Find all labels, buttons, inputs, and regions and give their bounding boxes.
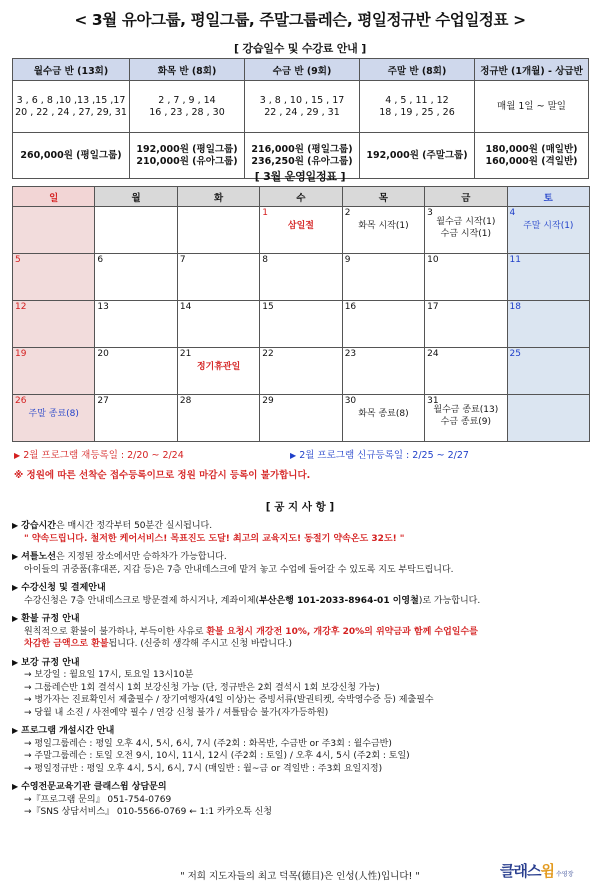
day-number: 2	[344, 208, 351, 218]
calendar-day	[13, 395, 95, 442]
weekday-header: 금	[425, 187, 507, 207]
weekday-header: 일	[13, 187, 95, 207]
calendar-week	[13, 348, 590, 395]
fee-price-line: 216,000원 (평일그룹)	[251, 143, 353, 155]
day-number: 19	[15, 349, 27, 359]
re-registration-period: ▶ 2월 프로그램 재등록일 : 2/20 ~ 2/24	[14, 450, 184, 461]
fee-price-line: 236,250원 (유아그룹)	[251, 155, 353, 167]
day-number: 15	[262, 302, 274, 312]
notice-payment: ▶ 수강신청 및 결제안내 수강신청은 7층 안내데스크로 방문결제 하시거나, 계좌이체(부산은행 101-2033-8964-01 이영철)로 가능합니다.	[12, 583, 481, 606]
fee-date-line: 20 , 22 , 24 , 27, 29, 31	[15, 106, 127, 118]
fee-header-4: 정규반 (1개월) - 상급반	[475, 59, 589, 81]
fee-price-line: 192,000원 (주말그룹)	[366, 149, 468, 161]
fee-date-line: 매월 1일 ~ 말일	[497, 100, 566, 112]
calendar-week	[13, 395, 590, 442]
calendar-week	[13, 301, 590, 348]
day-number: 27	[97, 396, 109, 406]
fee-price-line: 260,000원 (평일그룹)	[20, 149, 122, 161]
calendar-day	[13, 348, 95, 395]
fee-date-line: 3 , 6 , 8 ,10 ,13 ,15 ,17	[16, 94, 126, 106]
fee-price-line: 192,000원 (평일그룹)	[136, 143, 238, 155]
triangle-right-icon: ▶	[12, 521, 19, 530]
calendar-week	[13, 254, 590, 301]
calendar-day	[177, 301, 259, 348]
triangle-right-icon: ▶	[12, 782, 19, 791]
day-number: 22	[262, 349, 274, 359]
calendar-day	[507, 301, 589, 348]
day-number: 21	[179, 349, 192, 359]
fee-dates-cell	[360, 81, 475, 133]
day-event: 수금 시작(1)	[440, 229, 492, 239]
fee-header-0: 월수금 반 (13회)	[13, 59, 130, 81]
fee-price-line: 180,000원 (매일반)	[485, 143, 578, 155]
calendar-day	[425, 348, 507, 395]
calendar-day	[425, 254, 507, 301]
calendar-day	[507, 254, 589, 301]
weekday-header: 토	[507, 187, 589, 207]
weekday-header: 목	[342, 187, 424, 207]
weekday-header: 수	[260, 187, 342, 207]
calendar-day	[95, 301, 177, 348]
day-number: 11	[509, 255, 521, 265]
fee-header-3: 주말 반 (8회)	[360, 59, 475, 81]
notice-lesson-time: ▶ 강습시간은 매시간 정각부터 50분간 실시됩니다. " 약속드립니다. 철저한 케어서비스! 목표진도 도달! 최고의 교육지도! 동절기 약속온도 32도! "	[12, 521, 405, 544]
notice-makeup: ▶ 보강 규정 안내 → 보강일 : 월요일 17시, 토요일 13시10분 → 그룹레슨반 1회 결석시 1회 보강신청 가능 (단, 정규반은 2회 결석시 1회 보강신청 가능) → 병가자는 진료확인서 제출필수 / 장기여행자(4일 이상)는 증빙서류(발권티켓, 숙박영수증 등) 제출필수 → 당월 내 소진 / 사전예약 필수 / 연강 신청 불가 / 셔틀탑승 불가(자가등하원)	[12, 657, 434, 718]
bank-account: 부산은행 101-2033-8964-01 이영철	[259, 595, 419, 606]
day-event: 주말 시작(1)	[523, 221, 574, 231]
triangle-right-icon: ▶	[12, 583, 19, 592]
calendar-day	[342, 254, 424, 301]
notice-contact: ▶ 수영전문교육기관 클래스윔 상담문의 →『프로그램 문의』 051-754-0769 →『SNS 상담서비스』 010-5566-0769 ← 1:1 카카오톡 신청	[12, 782, 273, 817]
day-number: 6	[97, 255, 104, 265]
day-event: 수금 종료(9)	[440, 417, 492, 427]
calendar-day	[260, 254, 342, 301]
page-title: < 3월 유아그룹, 평일그룹, 주말그룹레슨, 평일정규반 수업일정표 >	[74, 11, 526, 29]
day-number: 25	[509, 349, 521, 359]
calendar-day	[425, 207, 507, 254]
fee-table	[12, 58, 589, 179]
fee-date-line: 22 , 24 , 29 , 31	[264, 106, 340, 118]
day-number: 5	[15, 255, 21, 265]
weekday-header: 화	[177, 187, 259, 207]
triangle-right-icon: ▶	[14, 451, 21, 460]
day-event: 화목 종료(8)	[358, 409, 409, 419]
day-number: 9	[344, 255, 351, 265]
calendar-day	[13, 301, 95, 348]
day-number: 7	[179, 255, 186, 265]
calendar-day	[425, 395, 507, 442]
day-number: 14	[179, 302, 192, 312]
day-event: 월수금 시작(1)	[436, 217, 496, 227]
day-event: 주말 종료(8)	[28, 409, 79, 419]
fee-dates-cell	[13, 81, 130, 133]
calendar-day	[177, 395, 259, 442]
classwim-logo: 클래스윔 수영장	[500, 862, 574, 880]
fee-header-1: 화목 반 (8회)	[130, 59, 245, 81]
fee-date-line: 16 , 23 , 28 , 30	[149, 106, 225, 118]
calendar-day	[95, 207, 177, 254]
calendar-day	[177, 254, 259, 301]
fee-dates-cell	[130, 81, 245, 133]
footer-slogan: " 저희 지도자들의 최고 덕목(德目)은 인성(人性)입니다! "	[180, 871, 420, 882]
day-number: 20	[97, 349, 109, 359]
day-event: 삼일절	[287, 221, 315, 231]
day-number: 31	[427, 396, 439, 406]
triangle-right-icon: ▶	[12, 614, 19, 623]
calendar-day	[13, 207, 95, 254]
fee-dates-cell	[245, 81, 360, 133]
day-number: 23	[344, 349, 357, 359]
fee-header-2: 수금 반 (9회)	[245, 59, 360, 81]
day-event: 월수금 종료(13)	[433, 405, 499, 415]
calendar-day	[342, 207, 424, 254]
calendar-day	[260, 348, 342, 395]
day-number: 13	[97, 302, 109, 312]
day-number: 16	[344, 302, 357, 312]
day-number: 24	[427, 349, 439, 359]
fee-date-line: 18 , 19 , 25 , 26	[379, 106, 455, 118]
day-number: 18	[509, 302, 521, 312]
weekday-header: 월	[95, 187, 177, 207]
calendar-table	[12, 186, 590, 442]
fee-date-line: 4 , 5 , 11 , 12	[385, 94, 449, 106]
day-number: 3	[427, 208, 433, 218]
calendar-day	[13, 254, 95, 301]
fee-date-line: 2 , 7 , 9 , 14	[158, 94, 216, 106]
calendar-day	[507, 348, 589, 395]
triangle-right-icon: ▶	[290, 451, 297, 460]
triangle-right-icon: ▶	[12, 552, 19, 561]
calendar-day	[342, 301, 424, 348]
calendar-day	[342, 395, 424, 442]
day-number: 26	[15, 396, 27, 406]
calendar-day	[425, 301, 507, 348]
day-number: 10	[427, 255, 439, 265]
day-number: 28	[179, 396, 192, 406]
calendar-day	[95, 395, 177, 442]
calendar-day	[177, 348, 259, 395]
calendar-day	[95, 254, 177, 301]
calendar-week	[13, 207, 590, 254]
notice-list	[12, 520, 592, 825]
calendar-day	[95, 348, 177, 395]
day-number: 30	[344, 396, 357, 406]
new-registration-period: ▶ 2월 프로그램 신규등록일 : 2/25 ~ 2/27	[290, 450, 469, 461]
day-event: 정기휴관일	[196, 362, 241, 372]
fee-dates-cell	[475, 81, 589, 133]
day-number: 17	[427, 302, 439, 312]
notice-refund: ▶ 환불 규정 안내 원칙적으로 환불이 불가하나, 부득이한 사유로 환불 요청시 개강전 10%, 개강후 20%의 위약금과 함께 수업일수를 차감한 금액으로 환불됩니다. (신중히 생각해 주시고 신청 바랍니다.)	[12, 614, 478, 649]
day-number: 12	[15, 302, 27, 312]
fee-price-line: 160,000원 (격일반)	[485, 155, 578, 167]
notice-schedule: ▶ 프로그램 개설시간 안내 → 평일그룹레슨 : 평일 오후 4시, 5시, 6시, 7시 (주2회 : 화목반, 수금반 or 주3회 : 월수금반) → 주말그룹레슨 : 토일 오전 9시, 10시, 11시, 12시 (주2회 : 토일) / 오후 4시, 5시 (주2회 : 토일) → 평일정규반 : 평일 오후 4시, 5시, 6시, 7시 (매일반 : 월~금 or 격일반 : 주3회 요일지정)	[12, 726, 410, 774]
day-number: 4	[509, 208, 516, 218]
triangle-right-icon: ▶	[12, 726, 19, 735]
calendar-day	[177, 207, 259, 254]
registration-warning: ※ 정원에 따른 선착순 접수등록이므로 정원 마감시 등록이 불가합니다.	[14, 470, 311, 481]
calendar-day	[260, 395, 342, 442]
calendar-day	[507, 207, 589, 254]
notice-shuttle: ▶ 셔틀노선은 지정된 장소에서만 승하차가 가능합니다. 아이들의 귀중품(휴대폰, 지갑 등)은 7층 안내데스크에 맡겨 놓고 수업에 들어갈 수 있도록 지도 부탁드립니다.	[12, 552, 454, 575]
calendar-day	[342, 348, 424, 395]
day-number: 8	[262, 255, 268, 265]
fee-price-line: 210,000원 (유아그룹)	[136, 155, 238, 167]
notice-title: [ 공 지 사 항 ]	[265, 501, 335, 513]
calendar-title: [ 3월 운영일정표 ]	[254, 170, 346, 183]
day-number: 29	[262, 396, 274, 406]
triangle-right-icon: ▶	[12, 657, 19, 667]
calendar-day	[507, 395, 589, 442]
calendar-day	[260, 301, 342, 348]
fee-date-line: 3 , 8 , 10 , 15 , 17	[259, 94, 345, 106]
calendar-day	[260, 207, 342, 254]
fee-section-title: [ 강습일수 및 수강료 안내 ]	[233, 42, 367, 55]
day-number: 1	[262, 208, 268, 218]
day-event: 화목 시작(1)	[358, 221, 409, 231]
